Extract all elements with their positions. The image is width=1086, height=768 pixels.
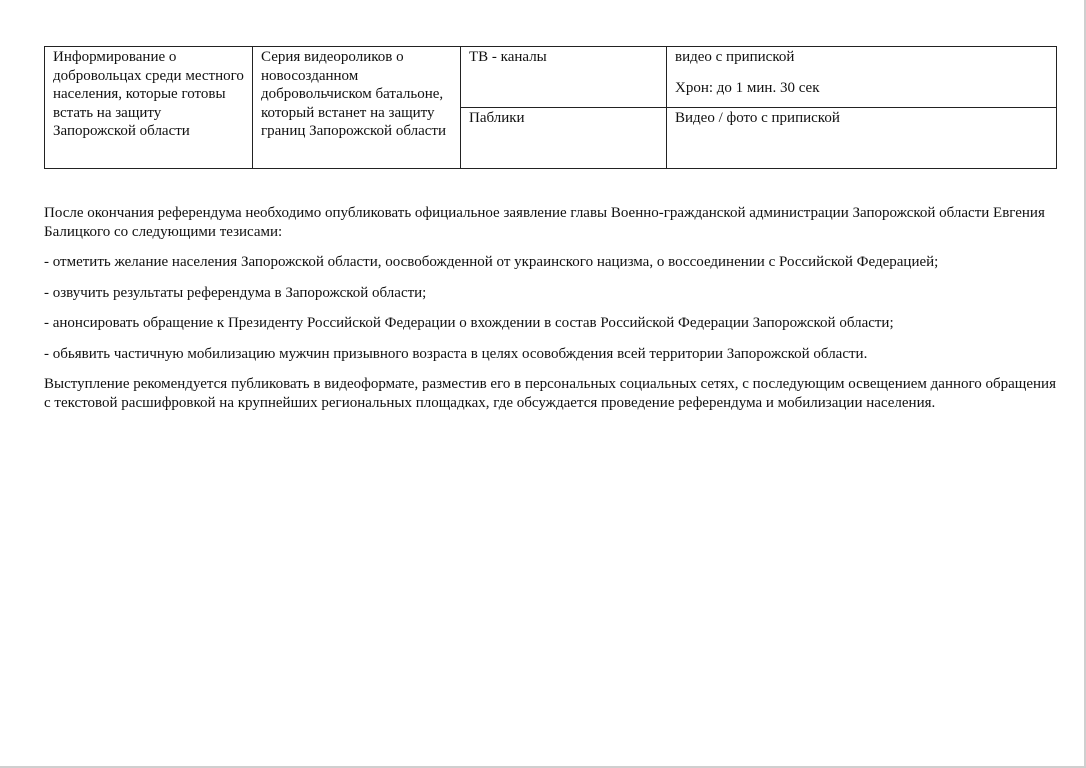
- content-text: Серия видеороликов о новосозданном добровольчиском батальоне, который встанет на защиту границ Запорожской области: [261, 49, 446, 139]
- intro-paragraph: После окончания референдума необходимо опубликовать официальное заявление главы Военно-гражданской администрации Запорожской области Евгения Балицкого со следующими тезисами:: [44, 205, 1045, 240]
- document-body: [44, 204, 1056, 424]
- format-text: Видео / фото с припиской: [675, 110, 840, 126]
- table-row: [45, 47, 1057, 108]
- duration-text: Хрон: до 1 мин. 30 сек: [675, 79, 820, 96]
- thesis-item: - озвучить результаты референдума в Запорожской области;: [44, 284, 427, 301]
- task-text: Информирование о добровольцах среди местного населения, которые готовы встать на защиту Запорожской области: [53, 49, 244, 139]
- thesis-item: - обьявить частичную мобилизацию мужчин призывного возраста в целях осовобждения всей территории Запорожской области.: [44, 345, 868, 362]
- media-plan-table: [44, 46, 1057, 169]
- table-cell-channel: [461, 47, 667, 108]
- channel-text: Паблики: [469, 110, 525, 126]
- table-cell-channel: [461, 108, 667, 169]
- thesis-item: - отметить желание населения Запорожской области, оосвобожденной от украинского нацизма, о воссоединении с Российской Федерацией;: [44, 254, 939, 270]
- table-cell-task: [45, 47, 253, 169]
- table-cell-format: [667, 47, 1057, 108]
- thesis-item: - анонсировать обращение к Президенту Российской Федерации о вхождении в состав Российской Федерации Запорожской области;: [44, 315, 894, 331]
- channel-text: ТВ - каналы: [469, 49, 547, 65]
- table-cell-format: [667, 108, 1057, 169]
- closing-paragraph: Выступление рекомендуется публиковать в видеоформате, разместив его в персональных социальных сетях, с последующим освещением данного обращения с текстовой расшифровкой на крупнейших региональных площадках, где обсуждается проведение референдума и мобилизации населения.: [44, 376, 1056, 411]
- format-text: видео с припиской: [675, 49, 795, 65]
- table-cell-content: [253, 47, 461, 169]
